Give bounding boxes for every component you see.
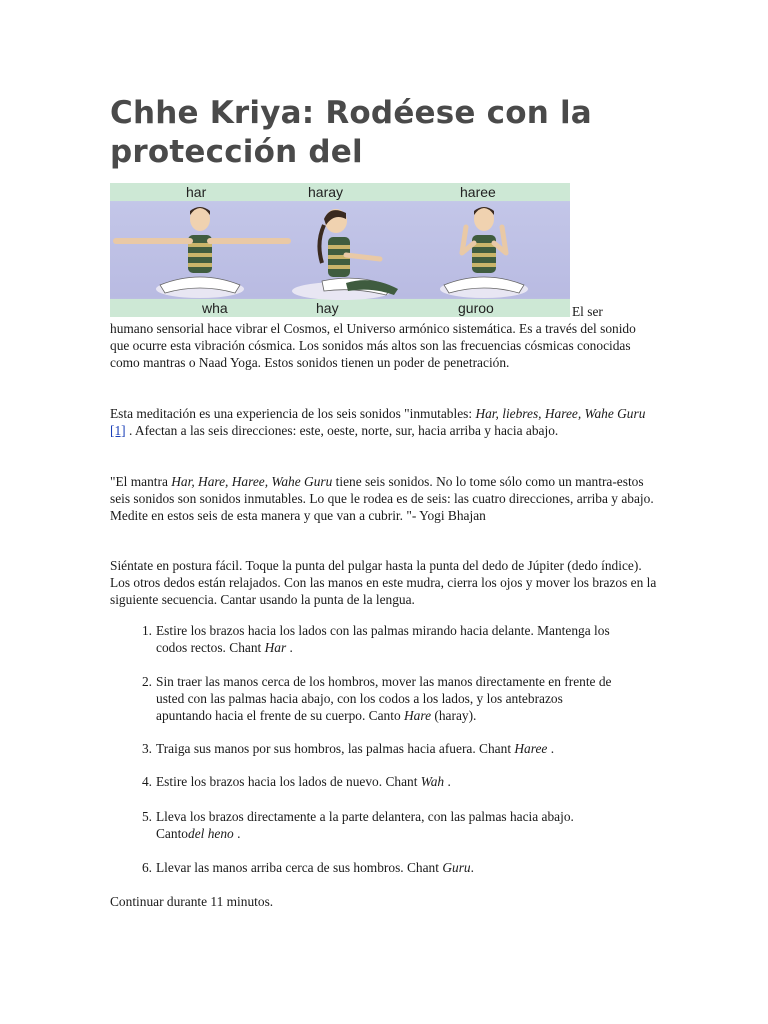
label-hay: hay — [316, 300, 339, 316]
paragraph-quote — [110, 473, 658, 524]
p2-text-a: Esta meditación es una experiencia de los seis sonidos "inmutables: — [110, 406, 476, 421]
step-chant: Guru — [442, 860, 471, 875]
step-text — [156, 673, 616, 724]
step-text-a: Traiga sus manos por sus hombros, las palmas hacia afuera. Chant — [156, 741, 515, 756]
label-haree: haree — [460, 184, 496, 200]
step-chant: Wah — [420, 774, 445, 789]
step-text-a: Estire los brazos hacia los lados de nuevo. Chant — [156, 774, 421, 789]
step-text-b: . — [444, 774, 451, 789]
paragraph-inmutables — [110, 405, 658, 439]
page-title: Chhe Kriya: Rodéese con la protección del — [110, 95, 592, 170]
step-chant: Har — [264, 640, 287, 655]
step-text-b: . — [233, 826, 241, 841]
step-number: 2. — [141, 674, 152, 689]
step-text-b: . — [470, 860, 474, 875]
paragraph-instructions: Siéntate en postura fácil. Toque la punta del pulgar hasta la punta del dedo de Júpiter (dedo índice). Los otros dedos están relajados. Con las manos en este mudra, cierra los ojos y mover los brazos en la siguiente secuencia. Cantar usando la punta de la lengua. — [110, 558, 657, 607]
step-text-b: . — [547, 741, 555, 756]
intro-lead: El ser — [572, 304, 603, 319]
step-text-a: Lleva los brazos directamente a la parte delantera, con las palmas hacia abajo. Canto — [156, 809, 574, 841]
intro-paragraph: humano sensorial hace vibrar el Cosmos, el Universo armónico sistemática. Es a través del sonido que ocurre esta vibración cósmica. Los sonidos más altos son las frecuencias cósmicas conocidas como mantras o Naad Yoga. Estos sonidos tienen un poder de penetración. — [110, 321, 636, 370]
label-guroo: guroo — [458, 300, 494, 316]
step-chant: Hare — [404, 708, 432, 723]
p3-text-a: "El mantra — [110, 474, 172, 489]
step-number: 1. — [141, 623, 152, 638]
label-haray: haray — [308, 184, 344, 200]
step-text — [156, 622, 616, 656]
p2-mantra: Har, liebres, Haree, Wahe Guru — [475, 406, 646, 421]
step-text — [156, 859, 616, 876]
step-number: 4. — [141, 774, 152, 789]
label-har: har — [186, 184, 207, 200]
step-text-b: . — [286, 640, 293, 655]
closing-paragraph: Continuar durante 11 minutos. — [110, 894, 274, 909]
step-chant: del heno — [188, 826, 234, 841]
step-text-a: Llevar las manos arriba cerca de sus hombros. Chant — [156, 860, 443, 875]
footnote-link[interactable]: [1] — [110, 423, 126, 438]
p3-mantra: Har, Hare, Haree, Wahe Guru — [171, 474, 333, 489]
label-wha: wha — [202, 300, 228, 316]
step-number: 3. — [141, 741, 152, 756]
p2-text-b: . Afectan a las seis direcciones: este, oeste, norte, sur, hacia arriba y hacia abajo. — [125, 423, 559, 438]
step-text — [156, 808, 616, 842]
step-number: 5. — [141, 809, 152, 824]
p3-text-b: tiene seis sonidos. No lo tome sólo como un mantra-estos seis sonidos son sonidos inmutables. Lo que le rodea es de seis: las cuatro direcciones, arriba y abajo. Medite en estos seis de esta manera y que van a cubrir. "- Yogi Bhajan — [110, 474, 654, 523]
step-chant: Haree — [514, 741, 548, 756]
step-text-a: Estire los brazos hacia los lados con las palmas mirando hacia delante. Mantenga los codos rectos. Chant — [156, 623, 610, 655]
meditation-illustration — [110, 183, 570, 317]
step-text — [156, 740, 616, 757]
step-text-b: (haray). — [431, 708, 477, 723]
step-text — [156, 773, 616, 790]
step-text-a: Sin traer las manos cerca de los hombros, mover las manos directamente en frente de usted con las palmas hacia abajo, con los codos a los lados, y los antebrazos apuntando hacia el frente de su cuerpo. Canto — [156, 674, 612, 723]
step-number: 6. — [141, 860, 152, 875]
